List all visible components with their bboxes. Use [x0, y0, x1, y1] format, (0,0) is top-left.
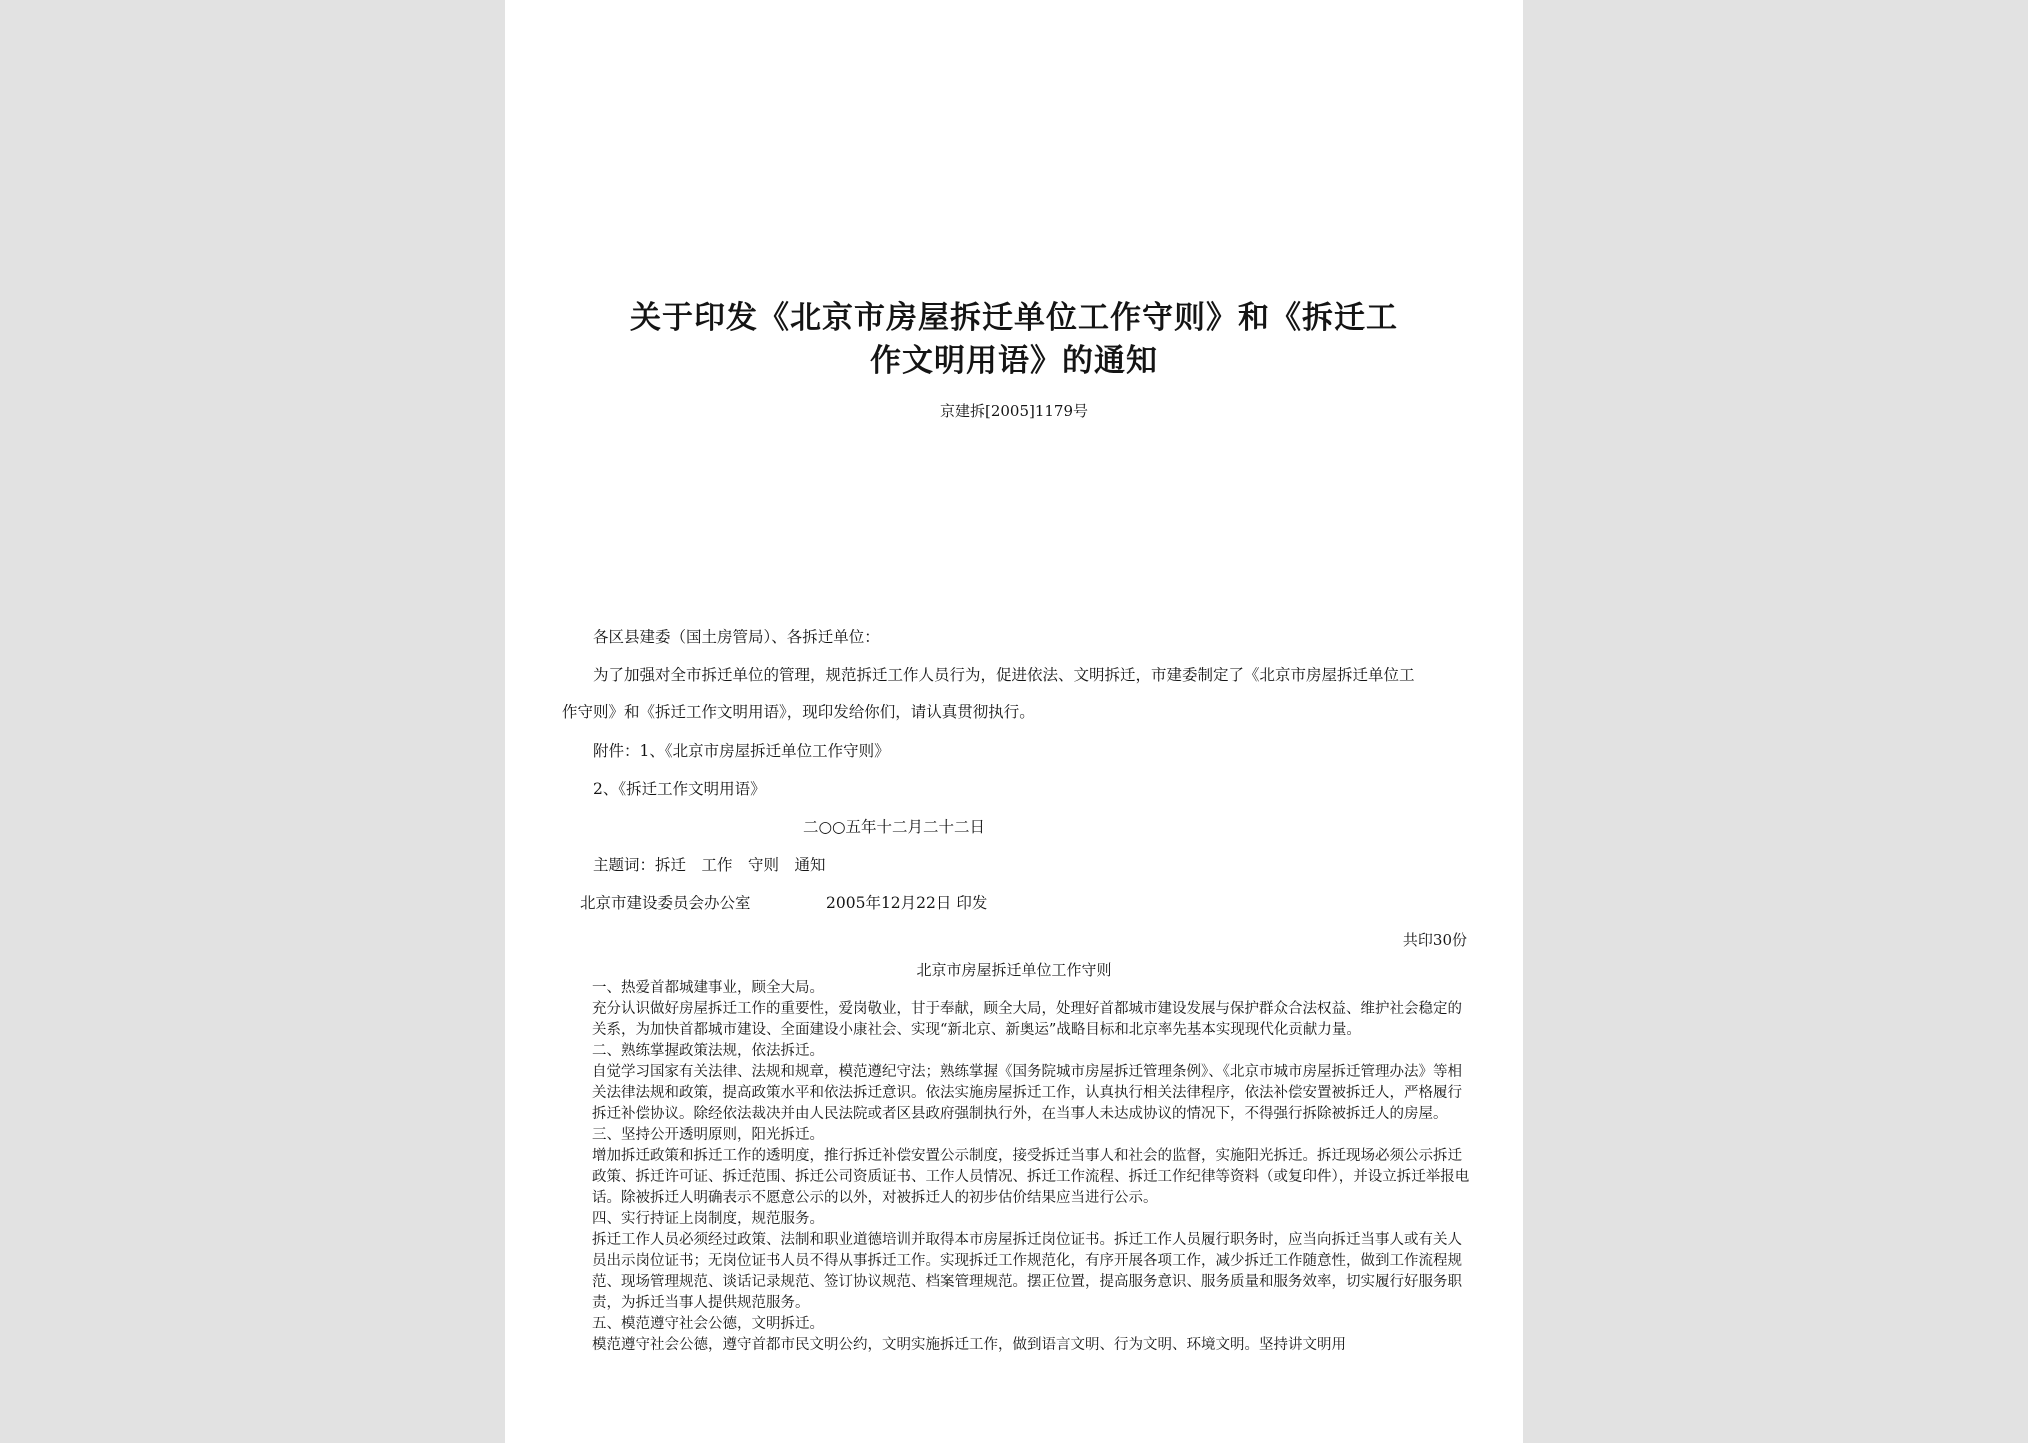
rule-text: 充分认识做好房屋拆迁工作的重要性，爱岗敬业，甘于奉献，顾全大局，处理好首都城市建设发展与保护群众合法权益、维护社会稳定的关系，为加快首都城市建设、全面建设小康社会、实现“新北京、新奥运”战略目标和北京率先基本实现现代化贡献力量。 — [592, 1001, 1462, 1038]
rule-heading: 五、模范遵守社会公德，文明拆迁。 — [592, 1316, 824, 1332]
document-page — [505, 0, 1523, 1443]
rule-text: 自觉学习国家有关法律、法规和规章，模范遵纪守法；熟练掌握《国务院城市房屋拆迁管理条例》、《北京市城市房屋拆迁管理办法》等相关法律法规和政策，提高政策水平和依法拆迁意识。依法实施房屋拆迁工作，认真执行相关法律程序，依法补偿安置被拆迁人，严格履行拆迁补偿协议。除经依法裁决并由人民法院或者区县政府强制执行外，在当事人未达成协议的情况下，不得强行拆除被拆迁人的房屋。 — [592, 1064, 1462, 1122]
intro-line-2: 作守则》和《拆迁工作文明用语》，现印发给你们，请认真贯彻执行。 — [562, 703, 1035, 721]
salutation: 各区县建委（国土房管局）、各拆迁单位： — [593, 628, 880, 646]
document-title-line-2: 作文明用语》的通知 — [870, 343, 1158, 379]
rule-heading: 一、热爱首都城建事业，顾全大局。 — [592, 980, 824, 996]
rules-body — [562, 978, 1471, 1356]
document-title-line-1: 关于印发《北京市房屋拆迁单位工作守则》和《拆迁工 — [630, 300, 1398, 336]
attachment-2: 2、《拆迁工作文明用语》 — [593, 780, 766, 798]
intro-line-1: 为了加强对全市拆迁单位的管理，规范拆迁工作人员行为，促进依法、文明拆迁，市建委制定了《北京市房屋拆迁单位工 — [593, 666, 1415, 684]
issuer: 北京市建设委员会办公室 — [580, 894, 751, 912]
keywords: 主题词：拆迁 工作 守则 通知 — [593, 856, 826, 874]
issue-date-chinese: 二○○五年十二月二十二日 — [803, 818, 986, 836]
rule-text: 模范遵守社会公德，遵守首都市民文明公约，文明实施拆迁工作，做到语言文明、行为文明、环境文明。坚持讲文明用 — [592, 1337, 1346, 1353]
rule-heading: 二、熟练掌握政策法规，依法拆迁。 — [592, 1043, 824, 1059]
rule-heading: 四、实行持证上岗制度，规范服务。 — [592, 1211, 824, 1227]
rules-title: 北京市房屋拆迁单位工作守则 — [916, 961, 1112, 979]
rule-text: 拆迁工作人员必须经过政策、法制和职业道德培训并取得本市房屋拆迁岗位证书。拆迁工作人员履行职务时，应当向拆迁当事人或有关人员出示岗位证书；无岗位证书人员不得从事拆迁工作。实现拆迁工作规范化，有序开展各项工作，减少拆迁工作随意性，做到工作流程规范、现场管理规范、谈话记录规范、签订协议规范、档案管理规范。摆正位置，提高服务意识、服务质量和服务效率，切实履行好服务职责，为拆迁当事人提供规范服务。 — [592, 1232, 1462, 1311]
copies-count: 共印30份 — [1402, 931, 1467, 949]
rule-text: 增加拆迁政策和拆迁工作的透明度，推行拆迁补偿安置公示制度，接受拆迁当事人和社会的监督，实施阳光拆迁。拆迁现场必须公示拆迁政策、拆迁许可证、拆迁范围、拆迁公司资质证书、工作人员情况、拆迁工作流程、拆迁工作纪律等资料（或复印件），并设立拆迁举报电话。除被拆迁人明确表示不愿意公示的以外，对被拆迁人的初步估价结果应当进行公示。 — [592, 1148, 1470, 1206]
issue-date: 2005年12月22日 印发 — [826, 894, 988, 912]
rule-heading: 三、坚持公开透明原则，阳光拆迁。 — [592, 1127, 824, 1143]
attachment-1: 附件：1、《北京市房屋拆迁单位工作守则》 — [593, 742, 890, 760]
document-number: 京建拆[2005]1179号 — [939, 402, 1089, 420]
